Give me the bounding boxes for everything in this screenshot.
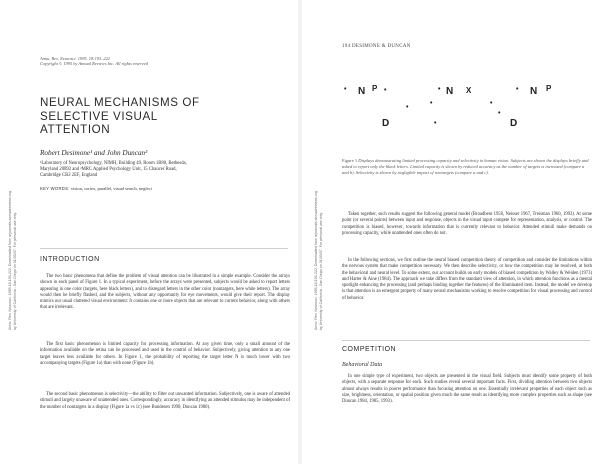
journal-header xyxy=(40,56,148,67)
figure-letter: P xyxy=(372,84,378,93)
subheading-behavioral-data: Behavioral Data xyxy=(342,362,383,368)
figure-dot: • xyxy=(344,86,347,93)
running-head: 194 DESIMONE & DUNCAN xyxy=(342,44,411,49)
body-paragraph: The first basic phenomenon is limited capacity for processing information. At any given time, only a small amount of the information available on the retina can be processed and used in the control of behavior. Subjectively, giving attention to any one target leaves less available for others. In Figure 1, the probability of reporting the target letter N is much lower with two accompanying targets (Figure 1a) than with none (Figure 1b). xyxy=(40,342,290,366)
figure-dot: • xyxy=(498,110,501,117)
left-page xyxy=(0,0,298,464)
figure-letter: N xyxy=(446,86,454,97)
figure-caption xyxy=(342,158,592,175)
section-heading-introduction: INTRODUCTION xyxy=(40,256,100,263)
figure-caption-label: Figure 1 xyxy=(342,158,358,163)
copyright-line: Copyright © 1995 by Annual Reviews Inc. All rights reserved xyxy=(40,61,148,67)
body-paragraph: In the following sections, we first outline the neural biased competition theory of competition and consider the limitations within the nervous system that make competition necessary. We then describe selectivity, or how the competition may be resolved, at both the behavioral and neural level. To some extent, our account builds on early models of biased competition by Walley & Weiden (1973) and Harter & Aine (1984). The approach we take differs from the standard view of attention, in which attention functions as a mental spotlight enhancing the processing (and perhaps binding together the features) of the illuminated item. Instead, the model we develop is that attention is an emergent property of many neural mechanisms working to resolve competition for visual processing and control of behavior. xyxy=(342,258,592,301)
article-title xyxy=(40,96,280,137)
figure-caption-text: Displays demonstrating limited processing capacity and selectivity in human vision. Subjects are shown the displays briefly and asked to report only the black letters. Limited capacity is shown by reduced accuracy as the number of targets is increased (compare a and b). Selectivity is shown by negligible impact of nontargets (compare a and c). xyxy=(342,158,589,175)
right-page xyxy=(302,0,600,464)
figure-dot: • xyxy=(384,87,387,94)
figure-dot: • xyxy=(406,104,409,111)
figure-letter: N xyxy=(358,86,366,97)
figure-letter: P xyxy=(546,84,552,93)
title-line: NEURAL MECHANISMS OF xyxy=(40,96,200,109)
title-line: ATTENTION xyxy=(40,123,111,137)
affiliation-line: ¹Laboratory of Neuropsychology, NIMH, Building 49, Room 1B80, Bethesda, xyxy=(40,161,187,166)
affiliation xyxy=(40,161,290,180)
title-line: SELECTIVE VISUAL xyxy=(40,109,158,123)
section-heading-competition: COMPETITION xyxy=(342,346,397,353)
strip-line: by University of California - San Diego on 01/03/07. For personal use only. xyxy=(12,212,17,330)
figure-dot: • xyxy=(438,86,441,93)
strip-line: Annu. Rev. Neurosci. 1995.18:193-222. Downloaded from arjournals.annualreviews.org xyxy=(8,191,12,330)
left-download-strip xyxy=(8,191,17,330)
figure-dot: • xyxy=(430,100,433,107)
journal-line: Annu. Rev. Neurosci. 1995. 18:193–222 xyxy=(40,56,110,61)
keywords-text: vision, cortex, parallel, visual search, neglect xyxy=(70,186,152,191)
body-paragraph: Taken together, such results suggest the following general model (Broadbent 1958, Neisser 1967, Treisman 1960, 1993). At some point (or several points) between input and response, objects in the visual input compete for representation, analysis, or control. The competition is biased, however, towards information that is currently relevant to behavior. Attended stimuli make demands on processing capacity, while unattended ones often do not. xyxy=(342,212,592,236)
figure-letter: D xyxy=(382,118,390,129)
figure-letter: D xyxy=(510,118,518,129)
keywords xyxy=(40,186,290,191)
figure-letter: N xyxy=(530,86,538,97)
affiliation-line: Maryland 20892 and ²MRC Applied Psychology Unit, 15 Chaucer Road, xyxy=(40,167,177,173)
figure-dot: • xyxy=(434,120,437,127)
strip-line: Annu. Rev. Neurosci. 1995.18:193-222. Downloaded from arjournals.annualreviews.org xyxy=(314,191,318,330)
section-rule xyxy=(40,248,288,249)
body-paragraph: The second basic phenomenon is selectivity—the ability to filter out unwanted information. Subjectively, one is aware of attended stimuli and largely unaware of unattended ones. Correspondingly, accuracy in identifying an attended stimulus may be independent of the number of nontargets in a display (Figure 1a vs 1c) (see Bundesen 1990, Duncan 1980). xyxy=(40,392,290,410)
figure-dot: • xyxy=(516,86,519,93)
affiliation-line: Cambridge CB2 2EF, England xyxy=(40,173,98,179)
strip-line: by University of California - San Diego on 01/03/07. For personal use only. xyxy=(318,212,323,330)
author-line: Robert Desimone¹ and John Duncan² xyxy=(40,149,148,157)
figure-dot: • xyxy=(490,100,493,107)
right-download-strip xyxy=(314,191,323,330)
body-paragraph: The two basic phenomena that define the problem of visual attention can be illustrated in a simple example. Consider the arrays shown in each panel of Figure 1. In a typical experiment, before the arrays were presented, subjects would be asked to report letters appearing in one color (targets, here black letters), and to disregard letters in the other color (nontargets, here white letters). The array would then be briefly flashed, and the subjects, without any opportunity for eye movements, would give their report. The display mimics our usual cluttered visual environment: It contains one or more objects that are relevant to current behavior, along with others that are irrelevant. xyxy=(40,274,290,311)
figure-letter: X xyxy=(466,86,472,95)
body-paragraph: In one simple type of experiment, two objects are presented in the visual field. Subjects must identify some property of both objects, with a separate response for each. Such studies reveal several important facts. First, dividing attention between two objects almost always results in poorer performance than focusing attention on one. Essentially irrelevant properties of each object such as size, brightness, orientation, or spatial position given much the same result as identifying more complex properties such as shape (see Duncan 1984, 1985, 1993). xyxy=(342,374,592,405)
keywords-label: KEY WORDS: xyxy=(40,186,70,191)
section-rule xyxy=(342,340,590,341)
